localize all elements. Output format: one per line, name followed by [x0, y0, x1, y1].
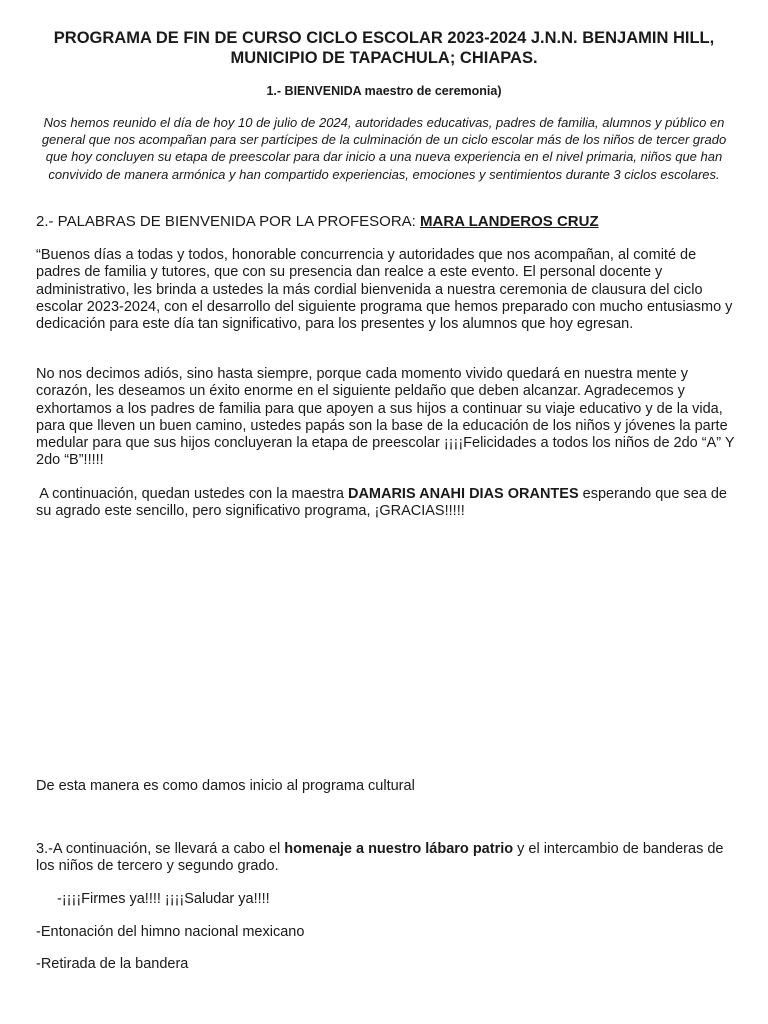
document-title: PROGRAMA DE FIN DE CURSO CICLO ESCOLAR 2023-2024 J.N.N. BENJAMIN HILL, MUNICIPIO DE TAPACHULA; CHIAPAS.	[53, 29, 715, 67]
section3-bold: homenaje a nuestro lábaro patrio	[284, 841, 514, 857]
teacher-name: MARA LANDEROS CRUZ	[420, 213, 599, 230]
welcome-paragraph: “Buenos días a todas y todos, honorable concurrencia y autoridades que nos acompañan, al comité de padres de familia y tutores, que con su presencia dan realce a este evento. El personal docente y administrativo, les brinda a ustedes la más cordial bienvenida a nuestra ceremonia de clausura del ciclo escolar 2023-2024, con el desarrollo del siguiente programa que hemos preparado con mucho entusiasmo y dedicación para este día tan significativo, para los presentes y los alumnos que hoy egresan.	[36, 247, 733, 333]
handover-prefix: A continuación, quedan ustedes con la maestra	[36, 486, 348, 502]
section3-prefix: 3.-A continuación, se llevará a cabo el	[36, 841, 285, 857]
handover-suffix: esperando que sea de su agrado este sencillo, pero significativo programa, ¡GRACIAS!!!!!	[36, 486, 727, 520]
section2-heading	[36, 213, 736, 231]
host-name: DAMARIS ANAHI DIAS ORANTES	[347, 486, 579, 502]
command-line: -¡¡¡¡Firmes ya!!!! ¡¡¡¡Saludar ya!!!!	[57, 891, 270, 907]
section3-suffix: y el intercambio de banderas de los niños de tercero y segundo grado.	[36, 841, 724, 875]
farewell-paragraph: No nos decimos adiós, sino hasta siempre, porque cada momento vivido quedará en nuestra mente y corazón, les deseamos un éxito enorme en el siguiente peldaño que deben alcanzar. Agradecemos y exhortamos a los padres de familia para que apoyen a sus hijos a continuar su viaje educativo y de la vida, para que lleven un buen camino, ustedes papás son la base de la educación de los niños y jóvenes la parte medular para que sus hijos concluyeran la etapa de preescolar ¡¡¡¡Felicidades a todos los niños de 2do “A” Y 2do “B”!!!!!	[36, 366, 735, 469]
handover-paragraph	[36, 486, 736, 521]
section3-paragraph	[36, 841, 736, 876]
intro-paragraph: Nos hemos reunido el día de hoy 10 de julio de 2024, autoridades educativas, padres de familia, alumnos y público en general que nos acompañan para ser partícipes de la culminación de un ciclo escolar más de los niños de tercer grado que hoy concluyen su etapa de preescolar para dar inicio a una nueva experiencia en el nivel primaria, niños que han convivido de manera armónica y han compartido experiencias, emociones y sentimientos durante 3 ciclos escolares.	[41, 115, 727, 182]
section1-heading: 1.- BIENVENIDA maestro de ceremonia)	[266, 84, 502, 98]
cultural-intro: De esta manera es como damos inicio al programa cultural	[36, 778, 415, 794]
program-item-flag: -Retirada de la bandera	[36, 956, 189, 972]
section2-heading-prefix: 2.- PALABRAS DE BIENVENIDA POR LA PROFESORA:	[36, 213, 421, 230]
program-item-anthem: -Entonación del himno nacional mexicano	[36, 924, 305, 940]
